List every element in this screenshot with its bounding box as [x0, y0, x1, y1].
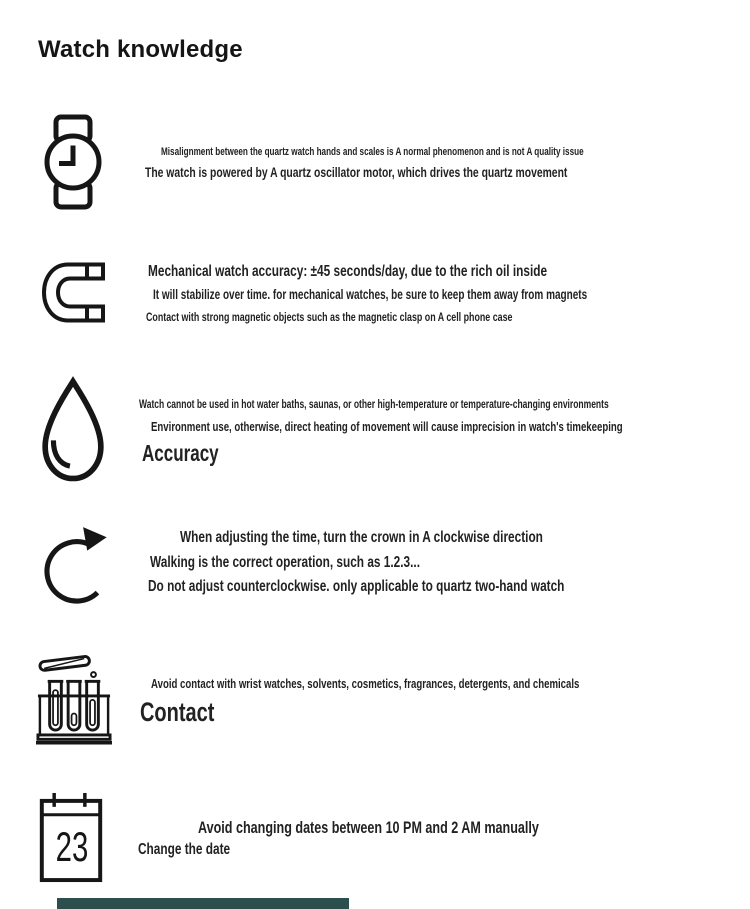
bottom-accent-bar — [57, 898, 349, 909]
page-title: Watch knowledge — [38, 36, 243, 63]
test-tubes-icon — [36, 644, 112, 746]
crown-sub-line: Walking is the correct operation, such as 1.2.3... — [150, 554, 420, 571]
chemicals-note-line: Avoid contact with wrist watches, solvents, cosmetics, fragrances, detergents, and chemicals — [151, 676, 580, 691]
date-sub-line: Change the date — [138, 841, 231, 858]
temperature-note-line: Watch cannot be used in hot water baths, saunas, or other high-temperature or temperature-changing environments — [139, 399, 609, 411]
date-main-line: Avoid changing dates between 10 PM and 2 AM manually — [198, 818, 539, 837]
contact-heading: Contact — [140, 697, 215, 727]
magnet-icon — [41, 261, 107, 324]
calendar-icon — [39, 791, 103, 886]
crown-note-line: Do not adjust counterclockwise. only applicable to quartz two-hand watch — [148, 578, 565, 595]
accuracy-heading: Accuracy — [142, 440, 219, 466]
quartz-main-line: The watch is powered by A quartz oscillator motor, which drives the quartz movement — [145, 164, 568, 180]
temperature-sub-line: Environment use, otherwise, direct heating of movement will cause imprecision in watch's timekeeping — [151, 419, 623, 434]
crown-main-line: When adjusting the time, turn the crown in A clockwise direction — [180, 529, 543, 546]
water-drop-icon — [40, 378, 106, 482]
clockwise-arrow-icon — [42, 524, 114, 610]
magnet-sub-line: It will stabilize over time. for mechanical watches, be sure to keep them away from magnets — [153, 287, 588, 302]
watch-icon — [42, 113, 104, 211]
calendar-day-number: 23 — [55, 823, 89, 871]
quartz-note-line: Misalignment between the quartz watch hands and scales is A normal phenomenon and is not A quality issue — [161, 146, 584, 158]
magnet-main-line: Mechanical watch accuracy: ±45 seconds/day, due to the rich oil inside — [148, 263, 548, 280]
magnet-note-line: Contact with strong magnetic objects such as the magnetic clasp on A cell phone case — [146, 310, 513, 324]
